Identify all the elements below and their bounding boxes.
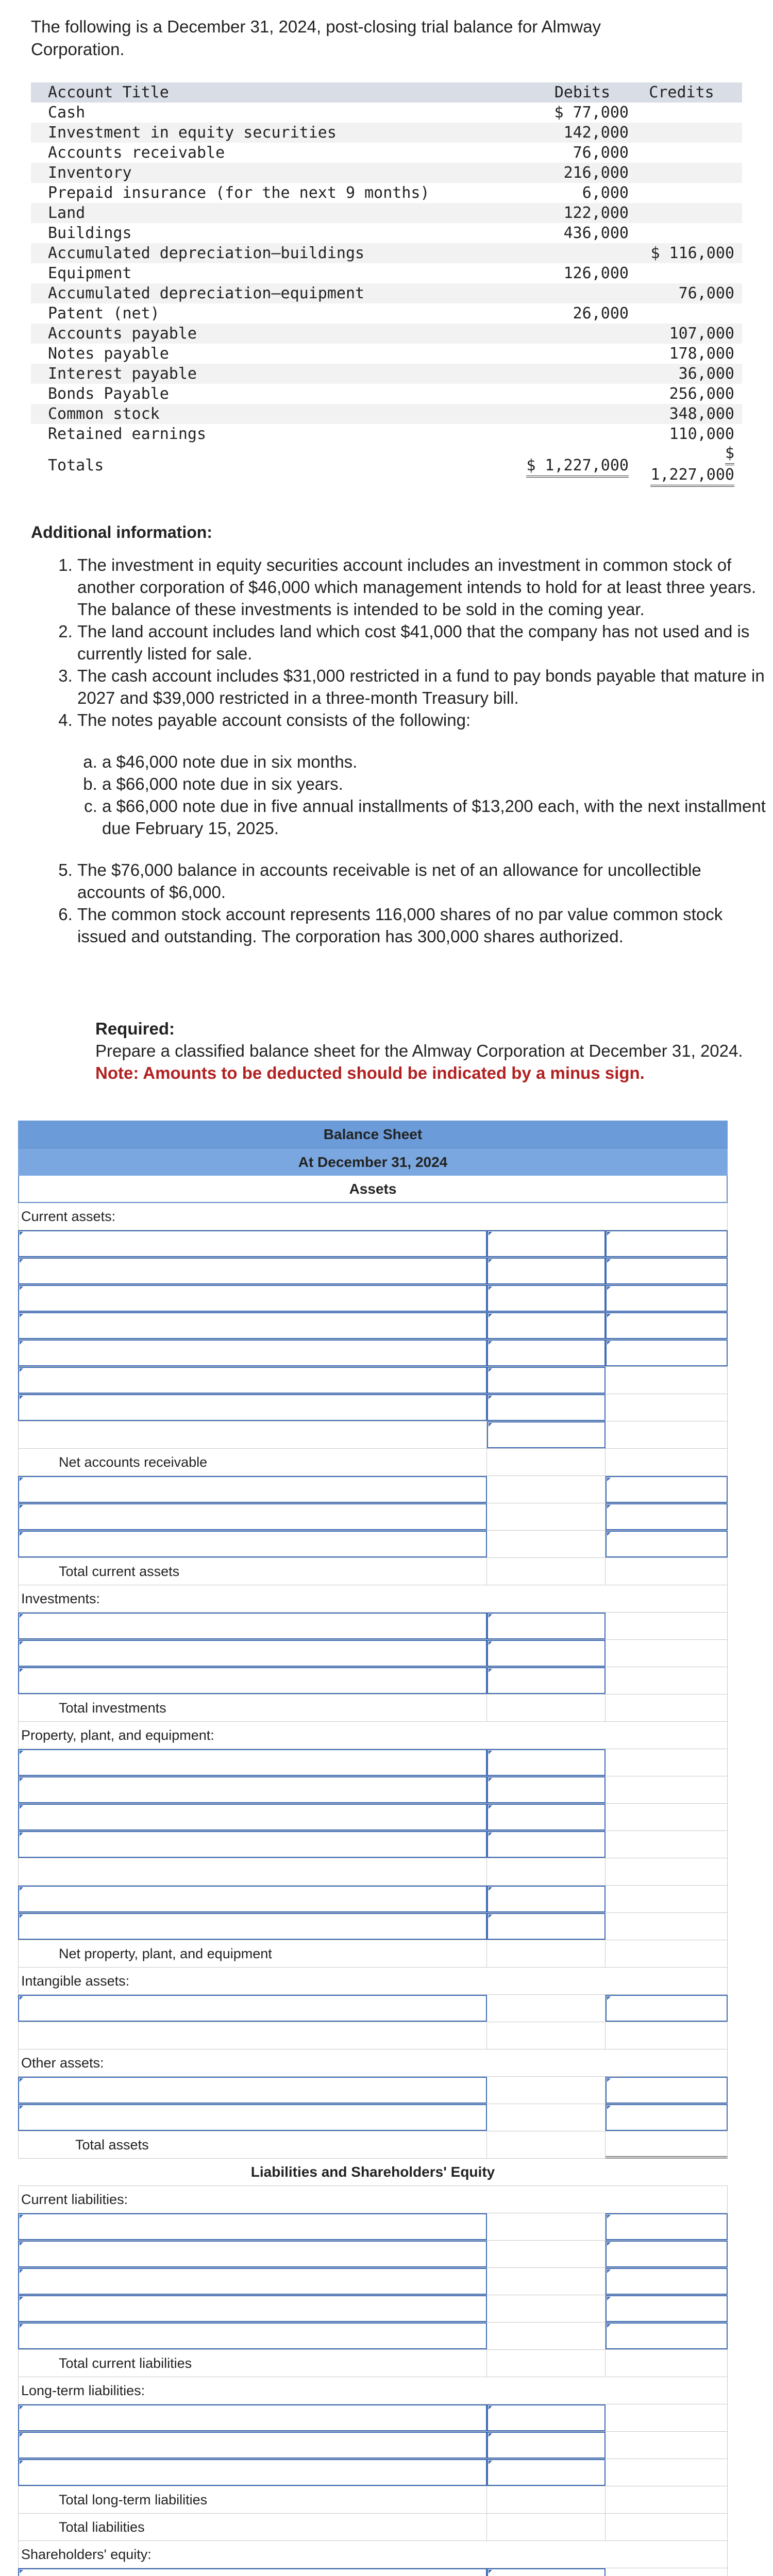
account-title: Retained earnings [48,425,207,443]
account-select[interactable] [18,1340,487,1366]
debit-amount: 76,000 [573,144,629,162]
credit-amount: 110,000 [669,425,734,443]
notes-sublist [77,751,768,839]
amount-input[interactable] [487,1640,606,1667]
header-account-title: Account Title [48,83,169,101]
debit-amount: 436,000 [563,224,629,242]
total-input[interactable] [606,1995,728,2022]
amount-input[interactable] [487,1613,606,1639]
trial-balance-header [31,82,742,103]
amount-input [487,1476,606,1503]
account-select[interactable] [18,1913,487,1940]
amount-input[interactable] [487,1312,606,1339]
trial-balance-row [31,344,742,364]
debit-amount: 126,000 [563,264,629,282]
total-input[interactable] [606,1312,728,1339]
account-title: Common stock [48,405,160,423]
section-heading: Other assets: [18,2049,728,2077]
account-title: Equipment [48,264,132,282]
total-input [606,1558,728,1585]
account-select[interactable] [18,2077,487,2104]
entry-row [18,1312,728,1340]
total-input [606,1394,728,1421]
total-input [606,1367,728,1394]
total-input [606,1694,728,1721]
info-item: 6. The common stock account represents 116,000 shares of no par value common stock issued and outstanding. The corporation has 300,000 shares authorized. [77,903,768,947]
total-row [18,2131,728,2159]
total-input [606,2514,728,2540]
account-select[interactable] [18,1640,487,1667]
section-heading: Long-term liabilities: [18,2377,728,2404]
total-input [606,1776,728,1803]
entry-row [18,2323,728,2350]
account-title: Accumulated depreciation—equipment [48,284,365,302]
section-heading: Current liabilities: [18,2186,728,2213]
account-select[interactable] [18,2295,487,2322]
account-select[interactable] [18,2323,487,2349]
amount-input[interactable] [487,1886,606,1912]
account-select [18,2022,487,2049]
total-input [606,1886,728,1912]
entry-row [18,2295,728,2323]
entry-row [18,2404,728,2432]
balance-sheet [18,1121,728,2576]
amount-input [487,2350,606,2377]
entry-row [18,1258,728,1285]
total-row [18,1940,728,1968]
balance-sheet-date: At December 31, 2024 [18,1148,728,1176]
assets-heading: Assets [18,1176,728,1203]
trial-balance-row [31,283,742,303]
total-input [606,2131,728,2158]
amount-input[interactable] [487,1749,606,1776]
total-input[interactable] [606,2323,728,2349]
total-input [606,2486,728,2513]
trial-balance-row [31,424,742,444]
row-label: Total current liabilities [18,2350,487,2377]
entry-row [18,1421,728,1449]
amount-input [487,2131,606,2158]
account-select[interactable] [18,1831,487,1858]
amount-input [487,2077,606,2104]
amount-input [487,1940,606,1967]
account-select[interactable] [18,1312,487,1339]
entry-row [18,1367,728,1394]
account-title: Cash [48,104,86,122]
entry-row [18,1394,728,1421]
trial-balance-row [31,364,742,384]
total-input[interactable] [606,2104,728,2131]
amount-input[interactable] [487,1230,606,1257]
trial-balance-row [31,384,742,404]
total-input[interactable] [606,2295,728,2322]
total-row [18,1558,728,1585]
entry-row [18,2213,728,2241]
account-select[interactable] [18,1886,487,1912]
amount-input [487,2514,606,2540]
account-select[interactable] [18,1995,487,2022]
info-item: 4. The notes payable account consists of the following: a. a $46,000 note due in six months. b. a $66,000 note due in six years. c. a $66,000 note due in five annual installments of $13,200 each, with the next installment due February 15, 2025. [77,709,768,839]
account-select[interactable] [18,1258,487,1284]
trial-balance-row [31,263,742,283]
amount-input [487,1995,606,2022]
entry-row [18,2268,728,2295]
total-input [606,1667,728,1694]
amount-input[interactable] [487,1394,606,1421]
entry-row [18,1476,728,1503]
entry-row [18,1503,728,1531]
account-title: Accounts payable [48,325,197,343]
account-select[interactable] [18,1776,487,1803]
total-input[interactable] [606,1340,728,1366]
amount-input [487,2241,606,2267]
amount-input [487,2268,606,2295]
account-select[interactable] [18,1476,487,1503]
entry-row [18,1913,728,1940]
amount-input [487,1858,606,1885]
row-label: Total investments [18,1694,487,1721]
account-title: Accumulated depreciation—buildings [48,244,365,262]
required-note: Note: Amounts to be deducted should be indicated by a minus sign. [95,1063,645,1082]
info-item: 3. The cash account includes $31,000 restricted in a fund to pay bonds payable that mature in 2027 and $39,000 restricted in a three-month Treasury bill. [77,665,768,709]
trial-balance-row [31,223,742,243]
account-select[interactable] [18,1531,487,1557]
account-title: Notes payable [48,345,169,363]
info-item: 2. The land account includes land which cost $41,000 that the company has not used and is currently listed for sale. [77,620,768,665]
row-label: Total long-term liabilities [18,2486,487,2513]
total-input[interactable] [606,1258,728,1284]
section-heading: Property, plant, and equipment: [18,1722,728,1749]
debit-amount: 6,000 [582,184,629,202]
trial-balance-row [31,143,742,163]
header-credits: Credits [649,83,714,101]
section-heading: Shareholders' equity: [18,2541,728,2568]
account-title: Patent (net) [48,304,160,323]
amount-input[interactable] [487,1285,606,1312]
account-title: Accounts receivable [48,144,225,162]
additional-list [52,554,768,947]
entry-row [18,2459,728,2486]
trial-balance-row [31,303,742,324]
sub-item: c. a $66,000 note due in five annual installments of $13,200 each, with the next installment due February 15, 2025. [102,795,768,839]
amount-input [487,1449,606,1476]
total-input [606,1421,728,1448]
amount-input[interactable] [487,1804,606,1831]
credit-amount: 76,000 [678,284,734,302]
total-input [606,2404,728,2431]
total-input [606,2350,728,2377]
account-select[interactable] [18,1230,487,1257]
total-input[interactable] [606,1230,728,1257]
row-label: Total assets [18,2131,487,2158]
debit-amount: $ 77,000 [554,104,629,122]
account-select[interactable] [18,1285,487,1312]
liabilities-heading: Liabilities and Shareholders' Equity [18,2159,728,2186]
trial-balance-row [31,103,742,123]
amount-input [487,2022,606,2049]
trial-balance-row [31,404,742,424]
total-input[interactable] [606,2241,728,2267]
total-input[interactable] [606,1531,728,1557]
total-row [18,2486,728,2514]
entry-row [18,2077,728,2104]
total-input [606,2459,728,2486]
amount-input [487,2104,606,2131]
total-input [606,2568,728,2576]
info-item: 5. The $76,000 balance in accounts receivable is net of an allowance for uncollectible accounts of $6,000. [77,859,768,903]
account-select[interactable] [18,2213,487,2240]
amount-input [487,1503,606,1530]
account-title: Inventory [48,164,132,182]
amount-input [487,2295,606,2322]
total-input [606,1858,728,1885]
intro-text: The following is a December 31, 2024, post-closing trial balance for Almway Corporation. [31,17,601,59]
trial-balance-row [31,203,742,223]
total-input[interactable] [606,1476,728,1503]
total-input [606,2432,728,2459]
credit-amount: 178,000 [669,345,734,363]
total-input [606,1640,728,1667]
account-select[interactable] [18,2459,487,2486]
entry-row [18,1804,728,1831]
account-select[interactable] [18,2104,487,2131]
account-select[interactable] [18,2268,487,2295]
amount-input [487,2486,606,2513]
entry-row [18,1613,728,1640]
totals-label: Totals [48,456,104,474]
amount-input[interactable] [487,1776,606,1803]
entry-row [18,1285,728,1312]
entry-row [18,1995,728,2022]
credit-amount: 256,000 [669,385,734,403]
amount-input[interactable] [487,1667,606,1694]
account-title: Land [48,204,86,222]
account-select [18,1421,487,1448]
sub-item: b. a $66,000 note due in six years. [102,773,768,795]
account-select [18,1858,487,1885]
account-title: Bonds Payable [48,385,169,403]
entry-row [18,2241,728,2268]
required-section [95,1018,745,1084]
amount-input [487,1694,606,1721]
debit-amount: 142,000 [563,124,629,142]
debit-amount: 216,000 [563,164,629,182]
total-input [606,1831,728,1858]
amount-input[interactable] [487,1831,606,1858]
amount-input [487,2213,606,2240]
balance-sheet-title: Balance Sheet [18,1121,728,1148]
total-row [18,2350,728,2377]
account-select[interactable] [18,2241,487,2267]
entry-row [18,1858,728,1886]
amount-input [487,1531,606,1557]
total-input [606,1804,728,1831]
amount-input[interactable] [487,2432,606,2459]
total-input [606,1913,728,1940]
account-title: Interest payable [48,365,197,383]
row-label: Total liabilities [18,2514,487,2540]
debit-amount: 122,000 [563,204,629,222]
trial-balance-row [31,324,742,344]
account-select[interactable] [18,1667,487,1694]
total-row [18,1449,728,1476]
totals-debit: $ 1,227,000 [515,456,629,474]
row-label: Net property, plant, and equipment [18,1940,487,1967]
total-input[interactable] [606,1285,728,1312]
entry-row [18,2104,728,2131]
debit-amount: 26,000 [573,304,629,323]
amount-input[interactable] [487,1340,606,1366]
entry-row [18,2432,728,2459]
additional-heading: Additional information: [31,523,212,541]
account-select[interactable] [18,1749,487,1776]
amount-input[interactable] [487,1421,606,1448]
trial-balance-row [31,123,742,143]
required-text: Prepare a classified balance sheet for the Almway Corporation at December 31, 2024. [95,1041,743,1060]
row-label: Net accounts receivable [18,1449,487,1476]
entry-row [18,1640,728,1667]
amount-input[interactable] [487,1258,606,1284]
entry-row [18,2568,728,2576]
account-select[interactable] [18,1804,487,1831]
credit-amount: $ 116,000 [650,244,734,262]
required-heading: Required: [95,1019,175,1038]
entry-row [18,1776,728,1804]
entry-row [18,1667,728,1694]
trial-balance [31,82,742,486]
amount-input [487,2323,606,2349]
credit-amount: 107,000 [669,325,734,343]
section-heading: Intangible assets: [18,1968,728,1995]
total-input [606,1613,728,1639]
account-select[interactable] [18,2404,487,2431]
amount-input[interactable] [487,1913,606,1940]
account-select[interactable] [18,2432,487,2459]
section-heading: Current assets: [18,1203,728,1230]
credit-amount: 36,000 [678,365,734,383]
entry-row [18,1831,728,1858]
account-select[interactable] [18,1503,487,1530]
total-input [606,1940,728,1967]
trial-balance-totals [31,444,742,486]
header-debits: Debits [554,83,611,101]
credit-amount: 348,000 [669,405,734,423]
trial-balance-row [31,243,742,263]
amount-input[interactable] [487,2459,606,2486]
entry-row [18,1531,728,1558]
sub-item: a. a $46,000 note due in six months. [102,751,768,773]
entry-row [18,1230,728,1258]
entry-row [18,1749,728,1776]
trial-balance-row [31,183,742,203]
trial-balance-row [31,163,742,183]
account-title: Prepaid insurance (for the next 9 months) [48,184,430,202]
total-input[interactable] [606,2077,728,2104]
section-heading: Investments: [18,1585,728,1613]
account-select[interactable] [18,1394,487,1421]
total-input[interactable] [606,2268,728,2295]
total-row [18,1694,728,1722]
total-input [606,1449,728,1476]
amount-input [487,1558,606,1585]
amount-input[interactable] [487,1367,606,1394]
amount-input[interactable] [487,2404,606,2431]
account-title: Investment in equity securities [48,124,337,142]
total-input[interactable] [606,1503,728,1530]
total-input [606,2022,728,2049]
account-select[interactable] [18,1367,487,1394]
amount-input[interactable] [487,2568,606,2576]
entry-row [18,1886,728,1913]
entry-row [18,2022,728,2049]
account-select[interactable] [18,2568,487,2576]
total-input [606,1749,728,1776]
row-label: Total current assets [18,1558,487,1585]
total-input[interactable] [606,2213,728,2240]
info-item: 1. The investment in equity securities account includes an investment in common stock of another corporation of $46,000 which management intends to hold for at least three years. The balance of these investments is intended to be sold in the coming year. [77,554,768,620]
entry-row [18,1340,728,1367]
totals-credit: $ 1,227,000 [629,444,734,487]
account-select[interactable] [18,1613,487,1639]
total-row [18,2514,728,2541]
account-title: Buildings [48,224,132,242]
